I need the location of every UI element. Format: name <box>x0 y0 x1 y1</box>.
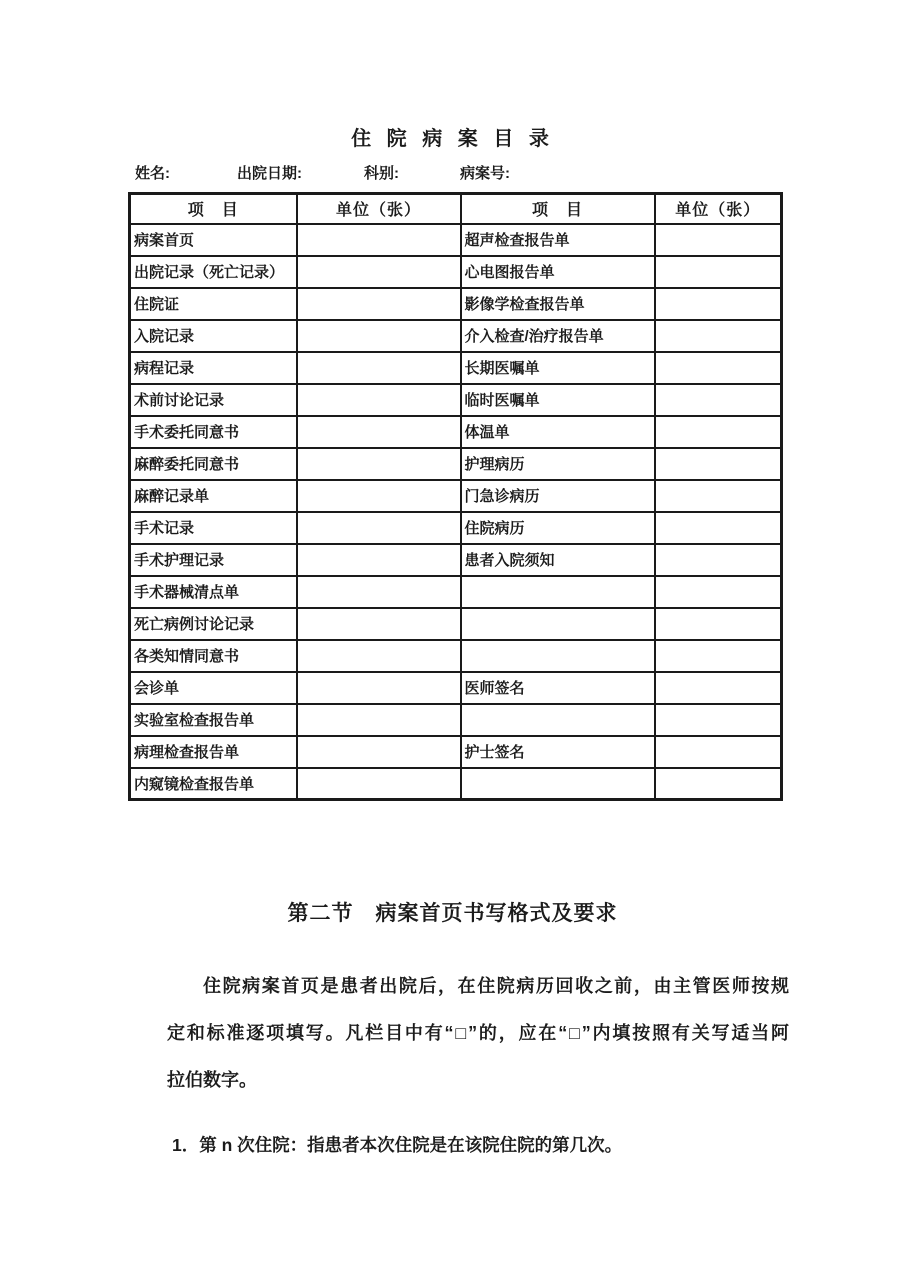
unit-cell <box>655 576 782 608</box>
item-cell: 医师签名 <box>461 672 655 704</box>
item-cell: 手术记录 <box>130 512 297 544</box>
item-cell: 手术委托同意书 <box>130 416 297 448</box>
unit-cell <box>297 576 461 608</box>
item-cell: 病案首页 <box>130 224 297 256</box>
item-cell <box>461 576 655 608</box>
item-cell <box>461 608 655 640</box>
numbered-item-1: 1．第 n 次住院：指患者本次住院是在该院住院的第几次。 <box>172 1135 623 1155</box>
unit-cell <box>297 448 461 480</box>
unit-cell <box>655 736 782 768</box>
discharge-date-label: 出院日期: <box>237 165 302 182</box>
table-row <box>130 384 782 416</box>
table-row <box>130 640 782 672</box>
table-row <box>130 576 782 608</box>
name-label: 姓名: <box>135 165 170 182</box>
table-row <box>130 256 782 288</box>
body-paragraph <box>167 963 789 1104</box>
item-cell: 内窥镜检查报告单 <box>130 768 297 800</box>
unit-cell <box>297 544 461 576</box>
table-row <box>130 288 782 320</box>
department-label: 科别: <box>364 165 399 182</box>
unit-cell <box>297 512 461 544</box>
table-body <box>130 224 782 800</box>
table-row <box>130 544 782 576</box>
unit-cell <box>655 544 782 576</box>
unit-cell <box>297 704 461 736</box>
item-cell: 临时医嘱单 <box>461 384 655 416</box>
paragraph-line-2: 定和标准逐项填写。凡栏目中有“□”的，应在“□”内填按照有关写适当阿 <box>167 1023 789 1043</box>
item-cell: 麻醉委托同意书 <box>130 448 297 480</box>
unit-cell <box>655 768 782 800</box>
unit-cell <box>297 768 461 800</box>
unit-cell <box>297 288 461 320</box>
item-cell: 死亡病例讨论记录 <box>130 608 297 640</box>
column-header: 项 目 <box>461 194 655 224</box>
table-row <box>130 480 782 512</box>
column-header: 单位（张） <box>655 194 782 224</box>
table-header-row <box>130 194 782 224</box>
table-row <box>130 704 782 736</box>
table-row <box>130 224 782 256</box>
item-cell: 影像学检查报告单 <box>461 288 655 320</box>
item-cell: 长期医嘱单 <box>461 352 655 384</box>
item-cell: 出院记录（死亡记录） <box>130 256 297 288</box>
unit-cell <box>655 672 782 704</box>
unit-cell <box>655 448 782 480</box>
unit-cell <box>297 224 461 256</box>
unit-cell <box>297 256 461 288</box>
unit-cell <box>297 352 461 384</box>
record-number-label: 病案号: <box>460 165 510 182</box>
item-cell: 病程记录 <box>130 352 297 384</box>
unit-cell <box>655 512 782 544</box>
unit-cell <box>655 288 782 320</box>
section-heading: 第二节 病案首页书写格式及要求 <box>287 902 618 925</box>
paragraph-line-3: 拉伯数字。 <box>167 1070 257 1090</box>
record-catalog-table <box>128 192 783 801</box>
item-cell: 体温单 <box>461 416 655 448</box>
table-row <box>130 352 782 384</box>
item-cell: 护理病历 <box>461 448 655 480</box>
unit-cell <box>297 480 461 512</box>
unit-cell <box>297 736 461 768</box>
patient-info-line <box>128 162 808 186</box>
column-header: 单位（张） <box>297 194 461 224</box>
item-cell: 手术器械清点单 <box>130 576 297 608</box>
item-cell: 病理检查报告单 <box>130 736 297 768</box>
item-cell <box>461 768 655 800</box>
table-row <box>130 448 782 480</box>
item-cell: 会诊单 <box>130 672 297 704</box>
item-cell: 入院记录 <box>130 320 297 352</box>
unit-cell <box>655 704 782 736</box>
item-cell: 护士签名 <box>461 736 655 768</box>
paragraph-line-1: 住院病案首页是患者出院后，在住院病历回收之前，由主管医师按规 <box>203 976 789 996</box>
unit-cell <box>655 320 782 352</box>
column-header: 项 目 <box>130 194 297 224</box>
table-row <box>130 608 782 640</box>
document-title: 住 院 病 案 目 录 <box>351 128 554 150</box>
item-cell: 麻醉记录单 <box>130 480 297 512</box>
unit-cell <box>297 640 461 672</box>
unit-cell <box>655 608 782 640</box>
item-cell: 患者入院须知 <box>461 544 655 576</box>
item-cell: 术前讨论记录 <box>130 384 297 416</box>
unit-cell <box>655 224 782 256</box>
item-cell: 心电图报告单 <box>461 256 655 288</box>
item-cell: 门急诊病历 <box>461 480 655 512</box>
item-cell <box>461 704 655 736</box>
item-cell: 介入检查/治疗报告单 <box>461 320 655 352</box>
item-cell: 实验室检查报告单 <box>130 704 297 736</box>
unit-cell <box>297 608 461 640</box>
table-row <box>130 768 782 800</box>
unit-cell <box>655 352 782 384</box>
unit-cell <box>655 384 782 416</box>
unit-cell <box>655 640 782 672</box>
unit-cell <box>655 256 782 288</box>
unit-cell <box>297 672 461 704</box>
unit-cell <box>297 320 461 352</box>
unit-cell <box>655 480 782 512</box>
unit-cell <box>297 384 461 416</box>
item-cell: 各类知情同意书 <box>130 640 297 672</box>
table-row <box>130 416 782 448</box>
table-row <box>130 512 782 544</box>
item-cell: 超声检查报告单 <box>461 224 655 256</box>
item-cell <box>461 640 655 672</box>
item-cell: 住院证 <box>130 288 297 320</box>
unit-cell <box>297 416 461 448</box>
table-row <box>130 672 782 704</box>
table-row <box>130 320 782 352</box>
item-cell: 手术护理记录 <box>130 544 297 576</box>
unit-cell <box>655 416 782 448</box>
table-row <box>130 736 782 768</box>
item-cell: 住院病历 <box>461 512 655 544</box>
